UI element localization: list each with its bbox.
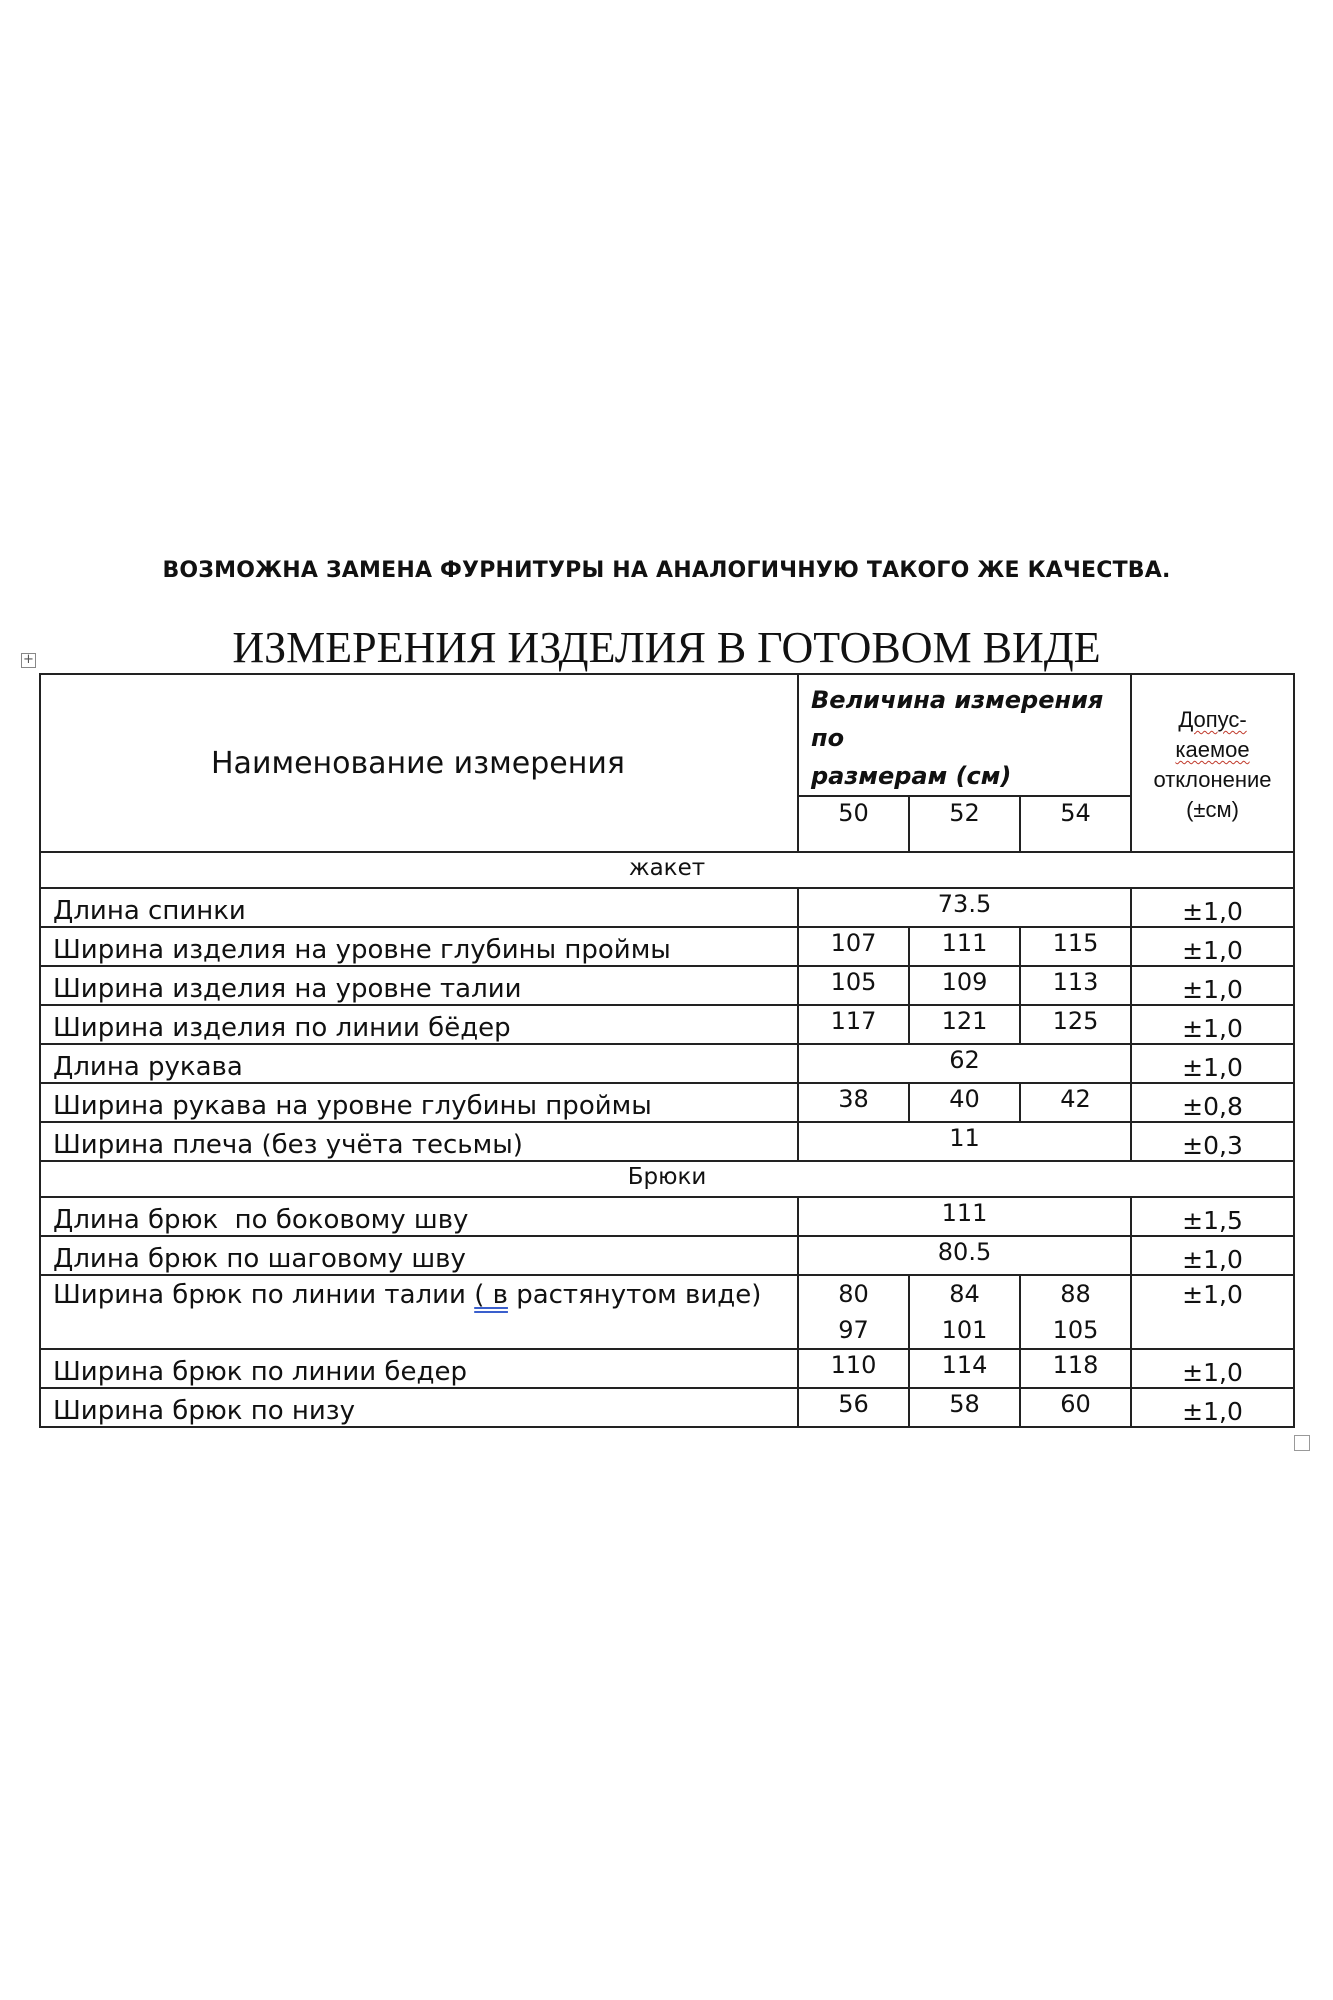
tolerance-value: ±1,0 xyxy=(1131,1275,1294,1349)
page-title: ИЗМЕРЕНИЯ ИЗДЕЛИЯ В ГОТОВОМ ВИДЕ xyxy=(232,623,1101,672)
measurement-value-54: 42 xyxy=(1020,1083,1131,1122)
measurement-value-52: 109 xyxy=(909,966,1020,1005)
table-row xyxy=(40,1388,1294,1427)
measurement-name-part2: ( в xyxy=(474,1280,508,1310)
header-size-52: 52 xyxy=(909,796,1020,852)
measurement-name: Длина брюк по боковому шву xyxy=(40,1197,798,1236)
measurement-value-54: 125 xyxy=(1020,1005,1131,1044)
header-row xyxy=(40,674,1294,796)
measurements-table xyxy=(39,673,1295,1428)
measurement-value-52: 114 xyxy=(909,1349,1020,1388)
measurement-value-50: 117 xyxy=(798,1005,909,1044)
value-relaxed: 84 xyxy=(949,1280,980,1308)
tolerance-value: ±1,0 xyxy=(1131,1388,1294,1427)
measurement-name-part3: растянутом виде) xyxy=(507,1280,762,1310)
table-row xyxy=(40,1275,1294,1349)
header-size-54: 54 xyxy=(1020,796,1131,852)
header-tolerance-line1: Допус- xyxy=(1178,707,1247,732)
tolerance-value: ±0,3 xyxy=(1131,1122,1294,1161)
measurement-value-50: 105 xyxy=(798,966,909,1005)
table-row xyxy=(40,1349,1294,1388)
section-title: Брюки xyxy=(40,1161,1294,1197)
measurement-name: Ширина изделия на уровне талии xyxy=(40,966,798,1005)
header-size-group-line2: размерам (см) xyxy=(811,762,1012,790)
measurement-value-52: 58 xyxy=(909,1388,1020,1427)
header-size-group-cell xyxy=(798,674,1131,796)
measurement-name xyxy=(40,1275,798,1349)
table-row xyxy=(40,1044,1294,1083)
measurement-value-54: 118 xyxy=(1020,1349,1131,1388)
header-size-group-line1: Величина измерения по xyxy=(811,686,1104,752)
tolerance-value: ±1,0 xyxy=(1131,1236,1294,1275)
header-size-50: 50 xyxy=(798,796,909,852)
value-relaxed: 88 xyxy=(1060,1280,1091,1308)
measurement-value-52 xyxy=(909,1275,1020,1349)
table-row xyxy=(40,1083,1294,1122)
measurement-value: 111 xyxy=(798,1197,1131,1236)
measurement-name: Ширина брюк по линии бедер xyxy=(40,1349,798,1388)
header-tolerance-line2: каемое xyxy=(1175,737,1250,762)
tolerance-value: ±1,0 xyxy=(1131,1044,1294,1083)
table-resize-handle-icon[interactable] xyxy=(1294,1435,1310,1451)
table-row xyxy=(40,1236,1294,1275)
measurement-value-50: 107 xyxy=(798,927,909,966)
tolerance-value: ±1,0 xyxy=(1131,888,1294,927)
measurement-name: Длина спинки xyxy=(40,888,798,927)
measurement-name: Ширина брюк по низу xyxy=(40,1388,798,1427)
measurement-value-52: 40 xyxy=(909,1083,1020,1122)
measurement-name-part1: Ширина брюк по линии талии xyxy=(53,1280,466,1310)
measurement-value-50 xyxy=(798,1275,909,1349)
measurement-value-54: 113 xyxy=(1020,966,1131,1005)
value-relaxed: 80 xyxy=(838,1280,869,1308)
header-tolerance-cell xyxy=(1131,674,1294,852)
tolerance-value: ±1,0 xyxy=(1131,927,1294,966)
measurement-name: Длина брюк по шаговому шву xyxy=(40,1236,798,1275)
table-row xyxy=(40,927,1294,966)
table-move-handle-icon[interactable]: + xyxy=(21,653,36,668)
measurement-value-54: 115 xyxy=(1020,927,1131,966)
measurement-name: Длина рукава xyxy=(40,1044,798,1083)
measurement-value-52: 121 xyxy=(909,1005,1020,1044)
table-row xyxy=(40,888,1294,927)
tolerance-value: ±1,0 xyxy=(1131,966,1294,1005)
table-row xyxy=(40,1122,1294,1161)
value-stretched: 97 xyxy=(838,1316,869,1344)
measurement-value: 80.5 xyxy=(798,1236,1131,1275)
measurement-value-54: 60 xyxy=(1020,1388,1131,1427)
measurement-value-50: 56 xyxy=(798,1388,909,1427)
section-row-jacket xyxy=(40,852,1294,888)
table-row xyxy=(40,966,1294,1005)
measurement-value-54 xyxy=(1020,1275,1131,1349)
tolerance-value: ±1,5 xyxy=(1131,1197,1294,1236)
header-name-label: Наименование измерения xyxy=(211,745,625,781)
measurement-value: 11 xyxy=(798,1122,1131,1161)
section-title: жакет xyxy=(40,852,1294,888)
header-name-cell xyxy=(40,674,798,852)
value-stretched: 101 xyxy=(941,1316,988,1344)
header-tolerance-line4: (±см) xyxy=(1186,797,1239,822)
measurement-value-50: 38 xyxy=(798,1083,909,1122)
measurement-name: Ширина рукава на уровне глубины проймы xyxy=(40,1083,798,1122)
measurement-value: 73.5 xyxy=(798,888,1131,927)
tolerance-value: ±1,0 xyxy=(1131,1005,1294,1044)
value-stretched: 105 xyxy=(1052,1316,1099,1344)
measurement-name: Ширина плеча (без учёта тесьмы) xyxy=(40,1122,798,1161)
notice-text: ВОЗМОЖНА ЗАМЕНА ФУРНИТУРЫ НА АНАЛОГИЧНУЮ ТАКОГО ЖЕ КАЧЕСТВА. xyxy=(162,558,1171,583)
section-row-trousers xyxy=(40,1161,1294,1197)
table-row xyxy=(40,1005,1294,1044)
measurement-name: Ширина изделия на уровне глубины проймы xyxy=(40,927,798,966)
measurement-name: Ширина изделия по линии бёдер xyxy=(40,1005,798,1044)
header-tolerance-line3: отклонение xyxy=(1153,767,1272,792)
table-row xyxy=(40,1197,1294,1236)
measurement-value-52: 111 xyxy=(909,927,1020,966)
measurement-value: 62 xyxy=(798,1044,1131,1083)
tolerance-value: ±1,0 xyxy=(1131,1349,1294,1388)
tolerance-value: ±0,8 xyxy=(1131,1083,1294,1122)
measurement-value-50: 110 xyxy=(798,1349,909,1388)
